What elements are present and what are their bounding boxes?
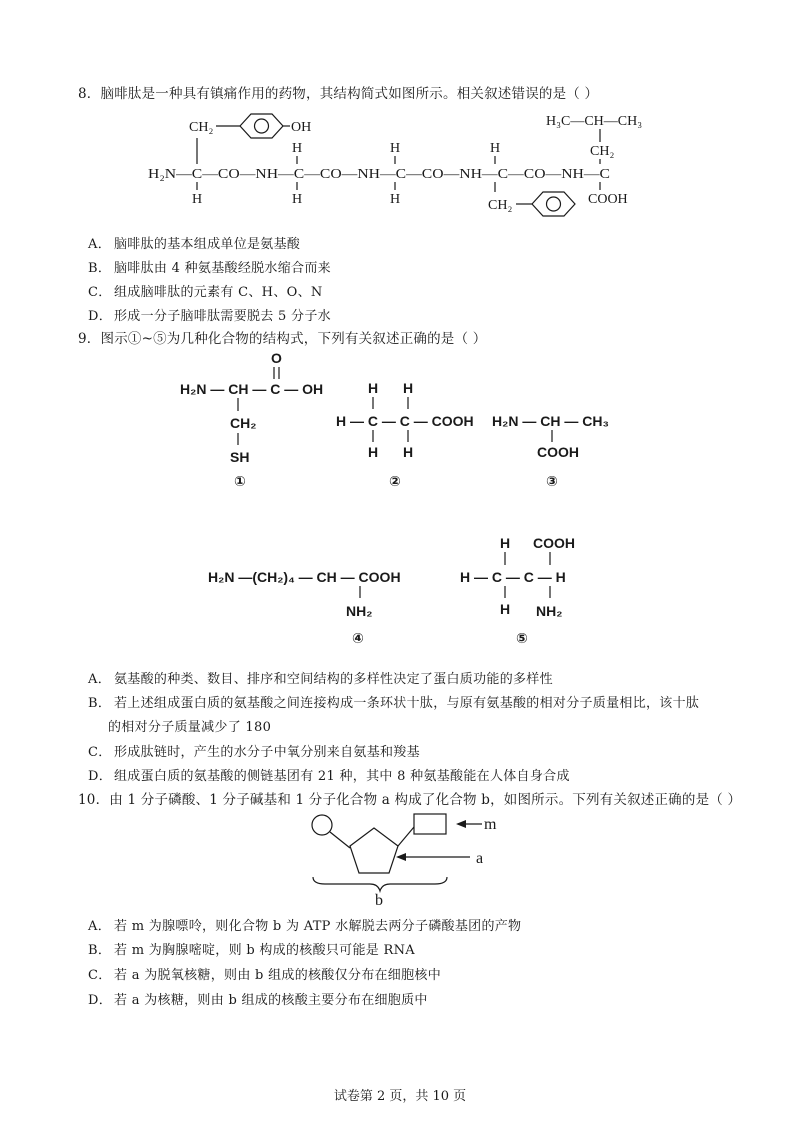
- q10-option-c[interactable]: C． 若 a 为脱氧核糖，则由 b 组成的核酸仅分布在细胞核中: [88, 968, 442, 983]
- q9-structures-row1: [0, 345, 800, 495]
- q8-h-bottom-2: H: [292, 192, 303, 207]
- q8-h-top-1: H: [292, 141, 303, 156]
- s4-nh2: NH₂: [346, 603, 373, 619]
- s1-ch2: CH₂: [230, 415, 257, 431]
- s3-label: ③: [546, 473, 558, 489]
- s3-main: H₂N — CH — CH₃: [492, 413, 609, 429]
- phosphate-circle: [312, 815, 332, 835]
- page-footer: 试卷第 2 页，共 10 页: [333, 1089, 467, 1104]
- q10-stem: 10．由 1 分子磷酸、1 分子碱基和 1 分子化合物 a 构成了化合物 b，如图所示。下列有关叙述正确的是（ ）: [78, 792, 742, 808]
- q8-cooh: COOH: [588, 192, 628, 207]
- q9-structures-row2: [0, 525, 800, 646]
- q9-option-d[interactable]: D． 组成蛋白质的氨基酸的侧链基团有 21 种，其中 8 种氨基酸能在人体自身合成: [88, 769, 570, 784]
- q8-ile-ch2: CH₂: [590, 144, 615, 159]
- base-rect: [414, 814, 446, 834]
- s2-h-bottom-1: H: [368, 444, 379, 460]
- q8-tyr-ch2: CH₂: [189, 120, 214, 135]
- label-m: m: [484, 816, 497, 833]
- q9-option-b-continued: 的相对分子质量减少了 180: [108, 720, 272, 735]
- q10-nucleotide-diagram: [0, 805, 800, 910]
- q8-ile-top: H₃C—CH—CH₃: [546, 114, 643, 129]
- s5-nh2: NH₂: [536, 603, 563, 619]
- q10-option-d[interactable]: D． 若 a 为核糖，则由 b 组成的核酸主要分布在细胞质中: [88, 993, 428, 1008]
- q9-option-b[interactable]: B． 若上述组成蛋白质的氨基酸之间连接构成一条环状十肽，与原有氨基酸的相对分子质量相比，该十肽: [88, 696, 700, 711]
- s2-label: ②: [389, 473, 401, 489]
- s3-cooh: COOH: [537, 444, 579, 460]
- q8-stem: 8．脑啡肽是一种具有镇痛作用的药物，其结构简式如图所示。相关叙述错误的是（ ）: [78, 86, 599, 102]
- s4-main: H₂N —(CH₂)₄ — CH — COOH: [208, 569, 401, 585]
- q9-option-c[interactable]: C． 形成肽链时，产生的水分子中氧分别来自氨基和羧基: [88, 745, 420, 760]
- s5-main: H — C — C — H: [460, 569, 566, 585]
- q8-h-bottom-1: H: [192, 192, 203, 207]
- s5-label: ⑤: [516, 630, 528, 646]
- s1-label: ①: [234, 473, 246, 489]
- s1-main: H₂N — CH — C — OH: [180, 381, 324, 397]
- s2-h-bottom-2: H: [403, 444, 414, 460]
- s4-label: ④: [352, 630, 364, 646]
- q8-oh: OH: [291, 120, 312, 135]
- q10-option-a[interactable]: A． 若 m 为腺嘌呤，则化合物 b 为 ATP 水解脱去两分子磷酸基团的产物: [88, 919, 522, 934]
- s5-h-bottom: H: [500, 601, 511, 617]
- q8-main-chain: H₂N—C—CO—NH—C—CO—NH—C—CO—NH—C—CO—NH—C: [148, 167, 610, 182]
- q9-stem: 9．图示①~⑤为几种化合物的结构式，下列有关叙述正确的是（ ）: [78, 331, 487, 347]
- q9-option-a[interactable]: A． 氨基酸的种类、数目、排序和空间结构的多样性决定了蛋白质功能的多样性: [88, 672, 553, 687]
- s2-h-top-1: H: [368, 380, 379, 396]
- s5-h-top: H: [500, 535, 511, 551]
- sugar-pentagon: [350, 828, 398, 873]
- q8-h-top-2: H: [390, 141, 401, 156]
- label-a: a: [476, 850, 484, 867]
- s1-o: O: [271, 350, 282, 366]
- s5-cooh: COOH: [533, 535, 575, 551]
- s1-sh: SH: [230, 449, 250, 465]
- s2-main: H — C — C — COOH: [336, 413, 474, 429]
- q8-option-b[interactable]: B． 脑啡肽由 4 种氨基酸经脱水缩合而来: [88, 261, 331, 276]
- q8-option-c[interactable]: C． 组成脑啡肽的元素有 C、H、O、N: [88, 285, 323, 300]
- q8-peptide-formula: [0, 100, 800, 220]
- s2-h-top-2: H: [403, 380, 414, 396]
- q8-option-d[interactable]: D． 形成一分子脑啡肽需要脱去 5 分子水: [88, 309, 331, 324]
- q8-benzyl-ch2: CH₂: [488, 198, 513, 213]
- q10-option-b[interactable]: B． 若 m 为胸腺嘧啶，则 b 构成的核酸只可能是 RNA: [88, 943, 415, 958]
- q8-h-top-3: H: [490, 141, 501, 156]
- q8-option-a[interactable]: A． 脑啡肽的基本组成单位是氨基酸: [88, 237, 301, 252]
- label-b: b: [375, 892, 383, 909]
- q8-h-bottom-3: H: [390, 192, 401, 207]
